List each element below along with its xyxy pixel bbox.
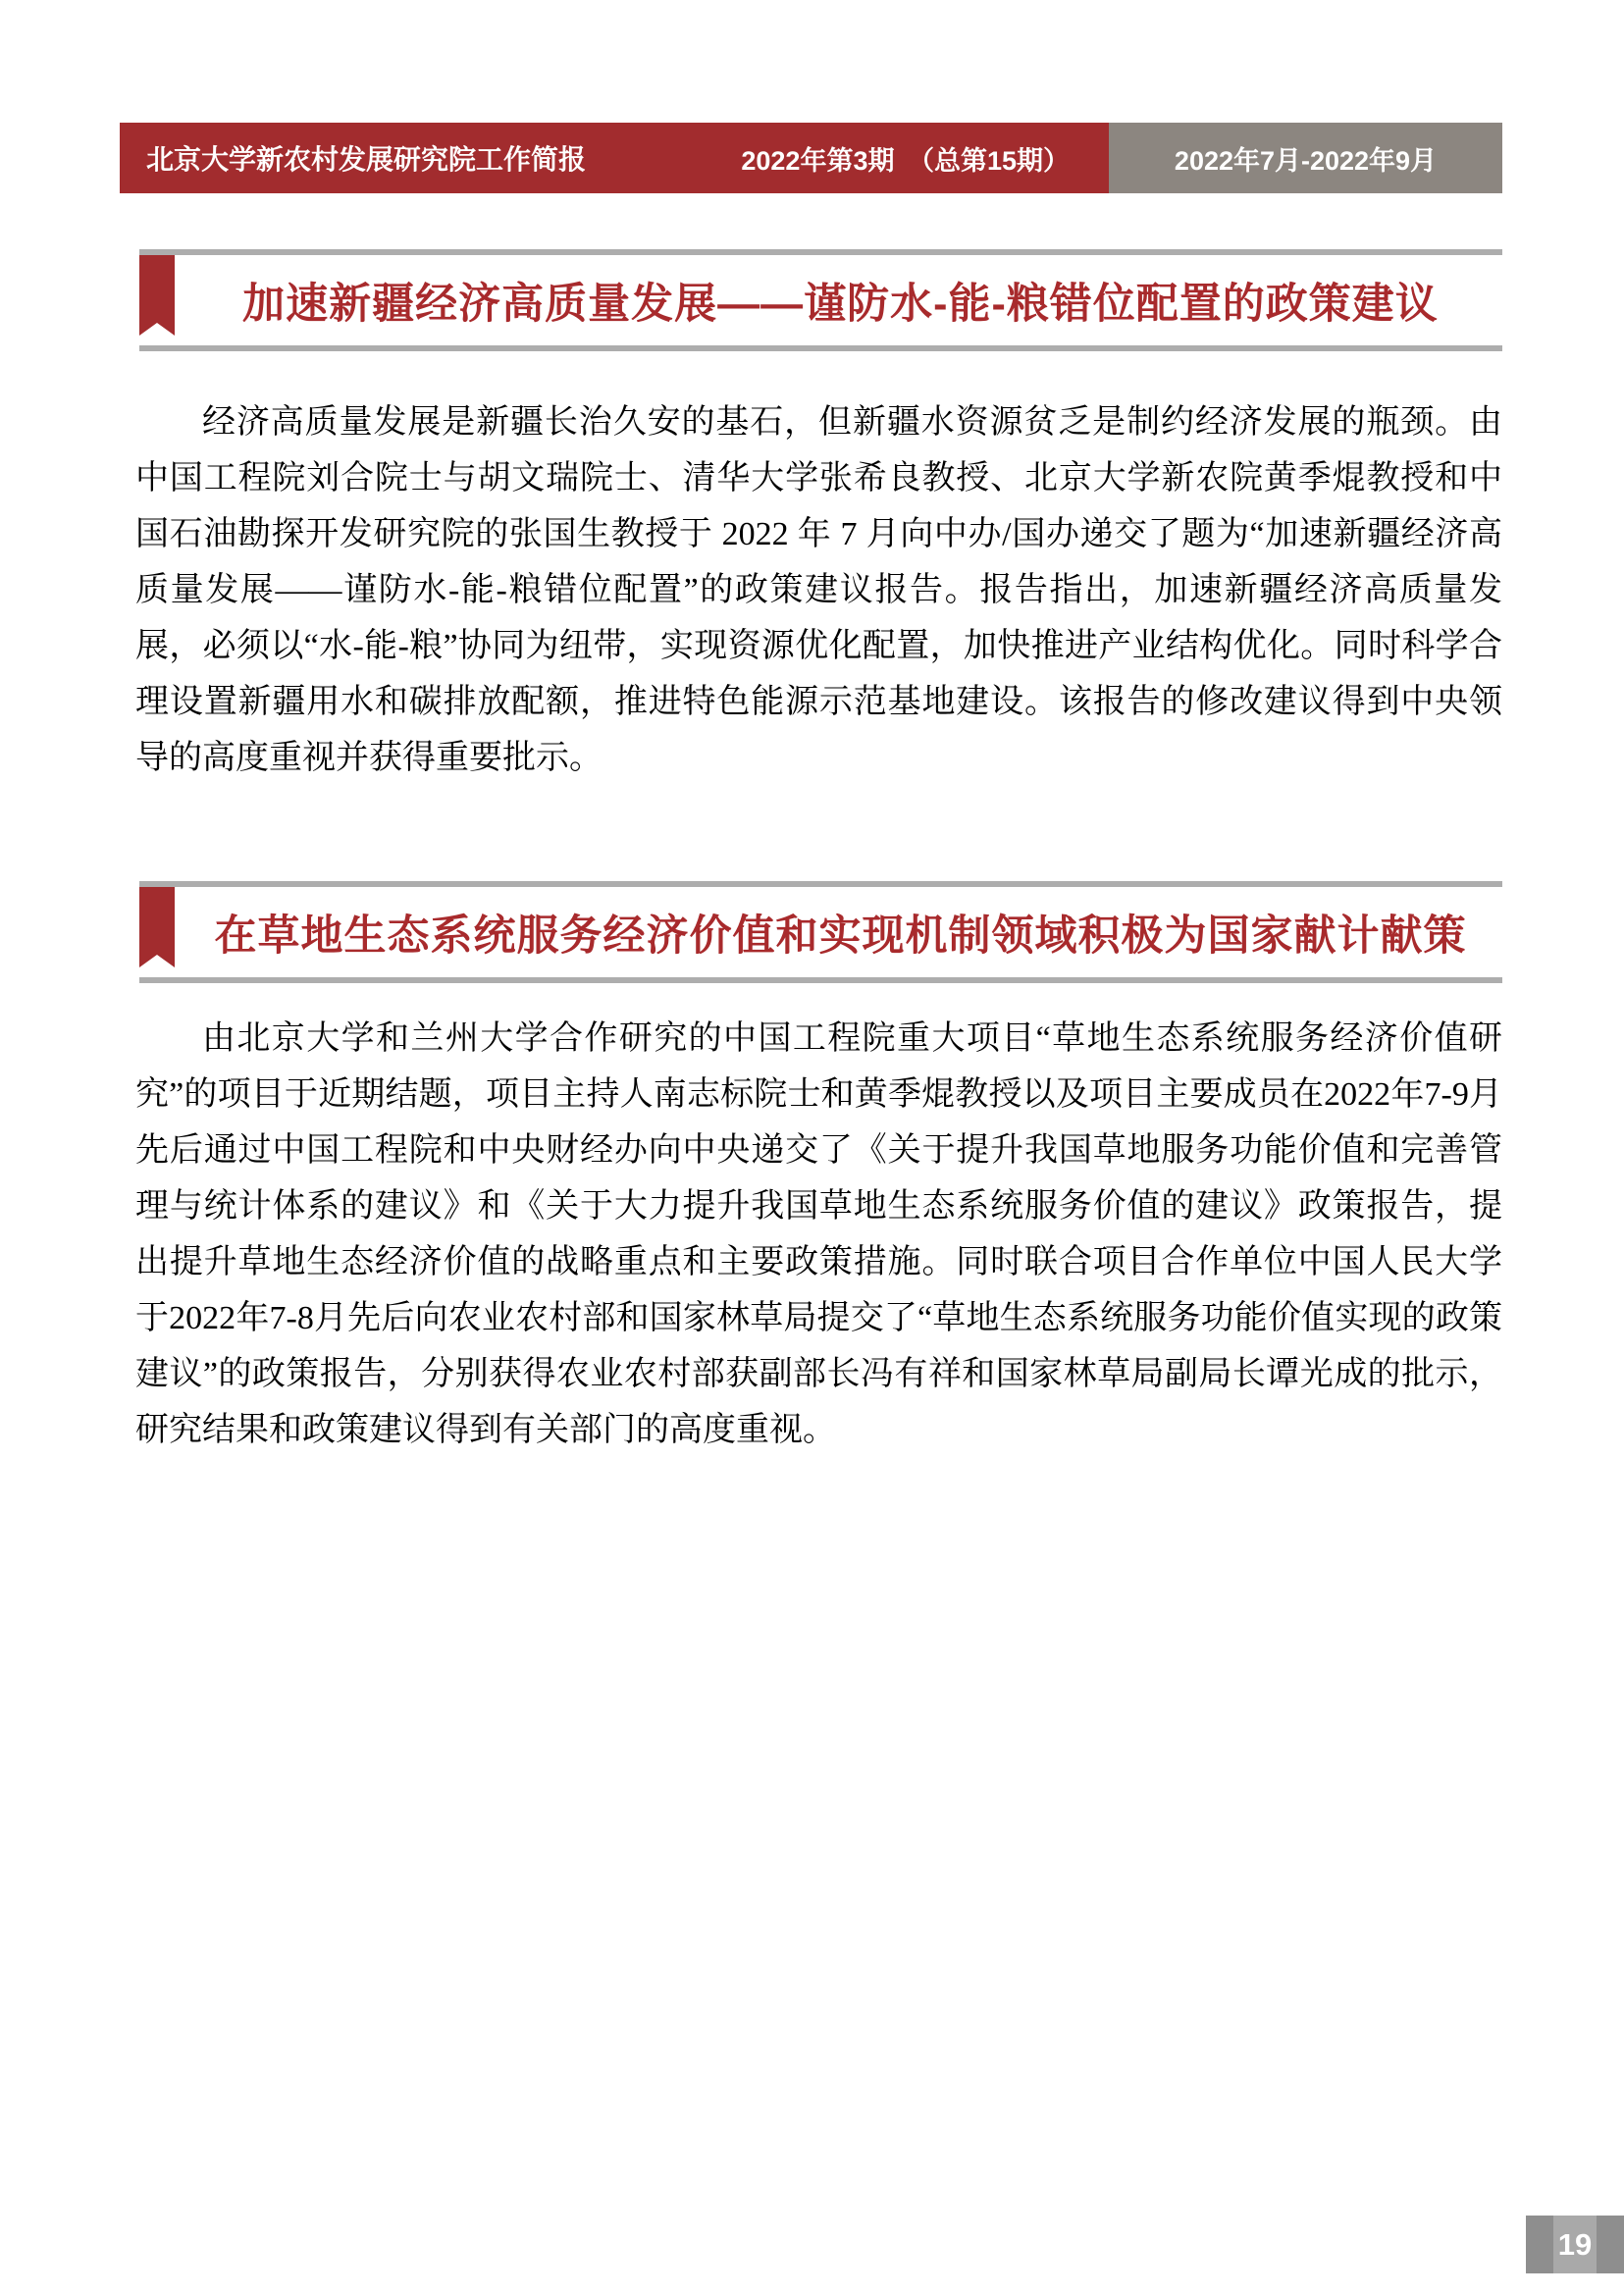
divider-line [139,345,1502,351]
section-1-title: 加速新疆经济高质量发展——谨防水-能-粮错位配置的政策建议 [242,280,1439,328]
header-red-band [120,123,1109,193]
section-1-title-row [139,255,1502,345]
newsletter-title: 北京大学新农村发展研究院工作简报 [146,144,587,175]
section-2-title-block [139,881,1502,983]
section-1-title-block [139,249,1502,351]
section-2-title: 在草地生态系统服务经济价值和实现机制领域积极为国家献计献策 [214,912,1467,960]
section-2-title-row [139,887,1502,977]
header-bar [120,123,1502,193]
issue-label: 2022年第3期 （总第15期） [741,145,1070,176]
page-number: 19 [1557,2226,1593,2262]
period-label: 2022年7月-2022年9月 [1174,145,1438,176]
divider-line [139,977,1502,983]
section-2-paragraph: 由北京大学和兰州大学合作研究的中国工程院重大项目“草地生态系统服务经济价值研究”的项目于近期结题，项目主持人南志标院士和黄季焜教授以及项目主要成员在2022年7-9月先后通过中国工程院和中央财经办向中央递交了《关于提升我国草地服务功能价值和完善管理与统计体系的建议》和《关于大力提升我国草地生态系统服务价值的建议》政策报告，提出提升草地生态经济价值的战略重点和主要政策措施。同时联合项目合作单位中国人民大学于2022年7-8月先后向农业农村部和国家林草局提交了“草地生态系统服务功能价值实现的政策建议”的政策报告，分别获得农业农村部获副部长冯有祥和国家林草局副局长谭光成的批示，研究结果和政策建议得到有关部门的高度重视。 [135,1020,1502,1448]
page-number-badge [1526,2216,1624,2273]
section-1-paragraph: 经济高质量发展是新疆长治久安的基石，但新疆水资源贫乏是制约经济发展的瓶颈。由中国工程院刘合院士与胡文瑞院士、清华大学张希良教授、北京大学新农院黄季焜教授和中国石油勘探开发研究院的张国生教授于 2022 年 7 月向中办/国办递交了题为“加速新疆经济高质量发展——谨防水-能-粮错位配置”的政策建议报告。报告指出，加速新疆经济高质量发展，必须以“水-能-粮”协同为纽带，实现资源优化配置，加快推进产业结构优化。同时科学合理设置新疆用水和碳排放配额，推进特色能源示范基地建设。该报告的修改建议得到中央领导的高度重视并获得重要批示。 [135,404,1502,776]
page-number-inner-band [1553,2216,1597,2273]
header-gray-band [1109,123,1502,193]
